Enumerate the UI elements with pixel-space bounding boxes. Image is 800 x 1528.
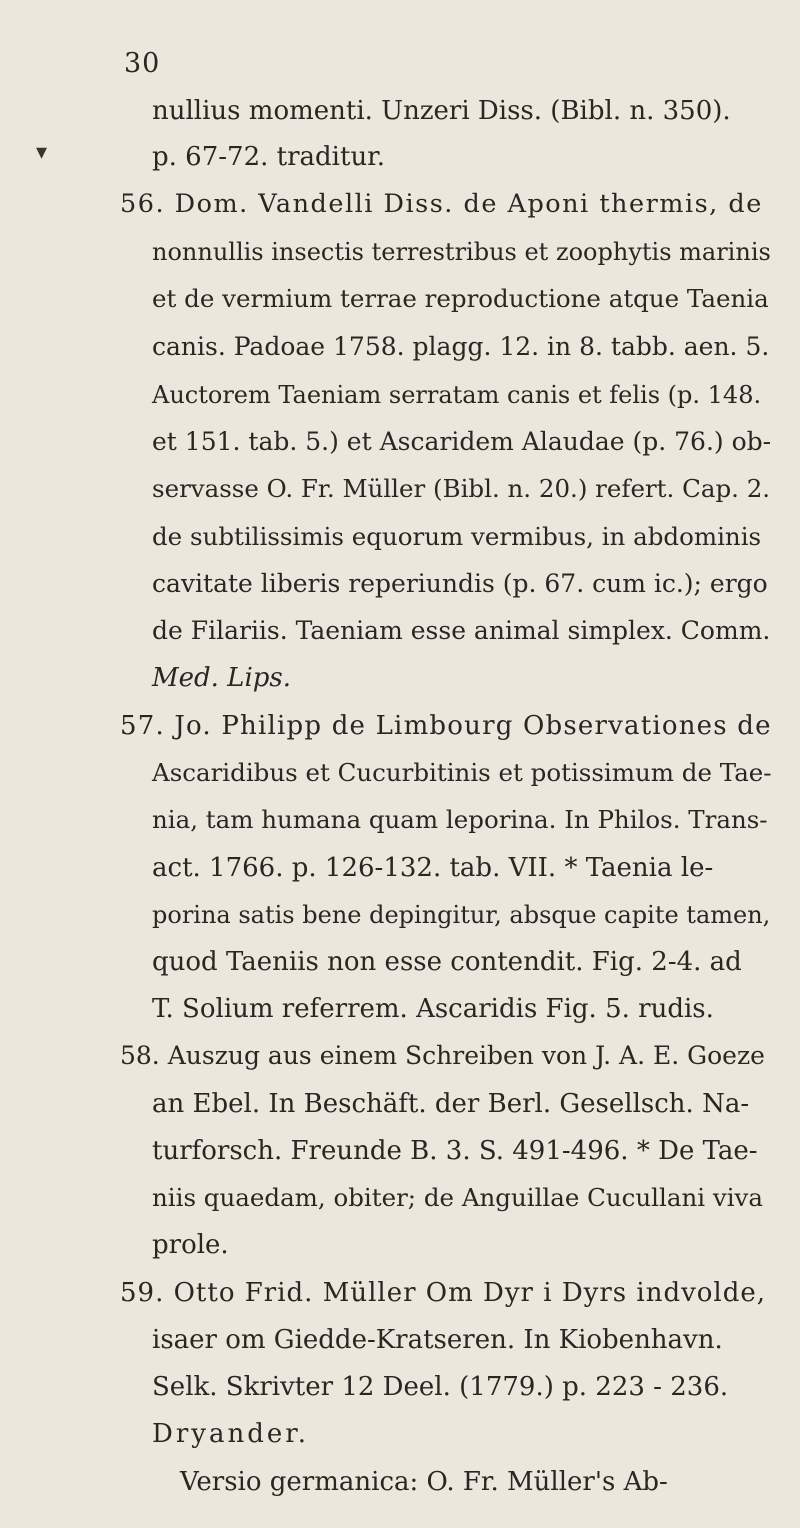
text-line: et 151. tab. 5.) et Ascaridem Alaudae (p. 76.) ob- — [152, 427, 772, 456]
text-line: Versio germanica: O. Fr. Müller's Ab- — [180, 1467, 668, 1497]
text-line: Ascaridibus et Cucurbitinis et potissimum de Tae- — [152, 758, 772, 787]
text-line: isaer om Giedde-Kratseren. In Kiobenhavn. — [152, 1325, 723, 1355]
text-line: an Ebel. In Beschäft. der Berl. Gesellsch. Na- — [152, 1089, 750, 1119]
text-line: de subtilissimis equorum vermibus, in abdominis — [152, 522, 762, 551]
text-line: Auctorem Taeniam serratam canis et felis (p. 148. — [152, 381, 762, 409]
text-line: p. 67-72. traditur. — [152, 142, 386, 172]
text-line: turforsch. Freunde B. 3. S. 491-496. * De Tae- — [152, 1136, 758, 1166]
text-line: 56. Dom. Vandelli Diss. de Aponi thermis, de — [120, 189, 763, 219]
text-line: 57. Jo. Philipp de Limbourg Observationes de — [120, 711, 772, 741]
text-line: act. 1766. p. 126-132. tab. VII. * Taenia le- — [152, 853, 714, 883]
text-line: Dryander. — [152, 1419, 310, 1449]
text-line: 59. Otto Frid. Müller Om Dyr i Dyrs indvolde, — [120, 1278, 767, 1308]
text-line: canis. Padoae 1758. plagg. 12. in 8. tabb. aen. 5. — [152, 332, 770, 361]
text-line: quod Taeniis non esse contendit. Fig. 2-4. ad — [152, 947, 742, 977]
text-line: cavitate liberis reperiundis (p. 67. cum ic.); ergo — [152, 569, 768, 598]
text-line: prole. — [152, 1230, 229, 1260]
text-line: porina satis bene depingitur, absque capite tamen, — [152, 901, 771, 929]
margin-mark-icon: ▾ — [36, 140, 48, 165]
text-line: 58. Auszug aus einem Schreiben von J. A. E. Goeze — [120, 1041, 765, 1070]
text-line: niis quaedam, obiter; de Anguillae Cucullani viva — [152, 1183, 763, 1212]
text-line: Selk. Skrivter 12 Deel. (1779.) p. 223 - 236. — [152, 1372, 729, 1402]
text-line: de Filariis. Taeniam esse animal simplex. Comm. — [152, 616, 771, 645]
text-line: T. Solium referrem. Ascaridis Fig. 5. rudis. — [152, 994, 714, 1024]
text-line: nonnullis insectis terrestribus et zoophytis marinis — [152, 238, 771, 266]
text-line: nia, tam humana quam leporina. In Philos. Trans- — [152, 805, 768, 834]
text-line: et de vermium terrae reproductione atque Taenia — [152, 284, 769, 313]
page-number: 30 — [124, 48, 161, 79]
text-line: Med. Lips. — [152, 663, 292, 693]
text-line: servasse O. Fr. Müller (Bibl. n. 20.) refert. Cap. 2. — [152, 474, 771, 503]
text-line: nullius momenti. Unzeri Diss. (Bibl. n. 350). — [152, 96, 731, 126]
